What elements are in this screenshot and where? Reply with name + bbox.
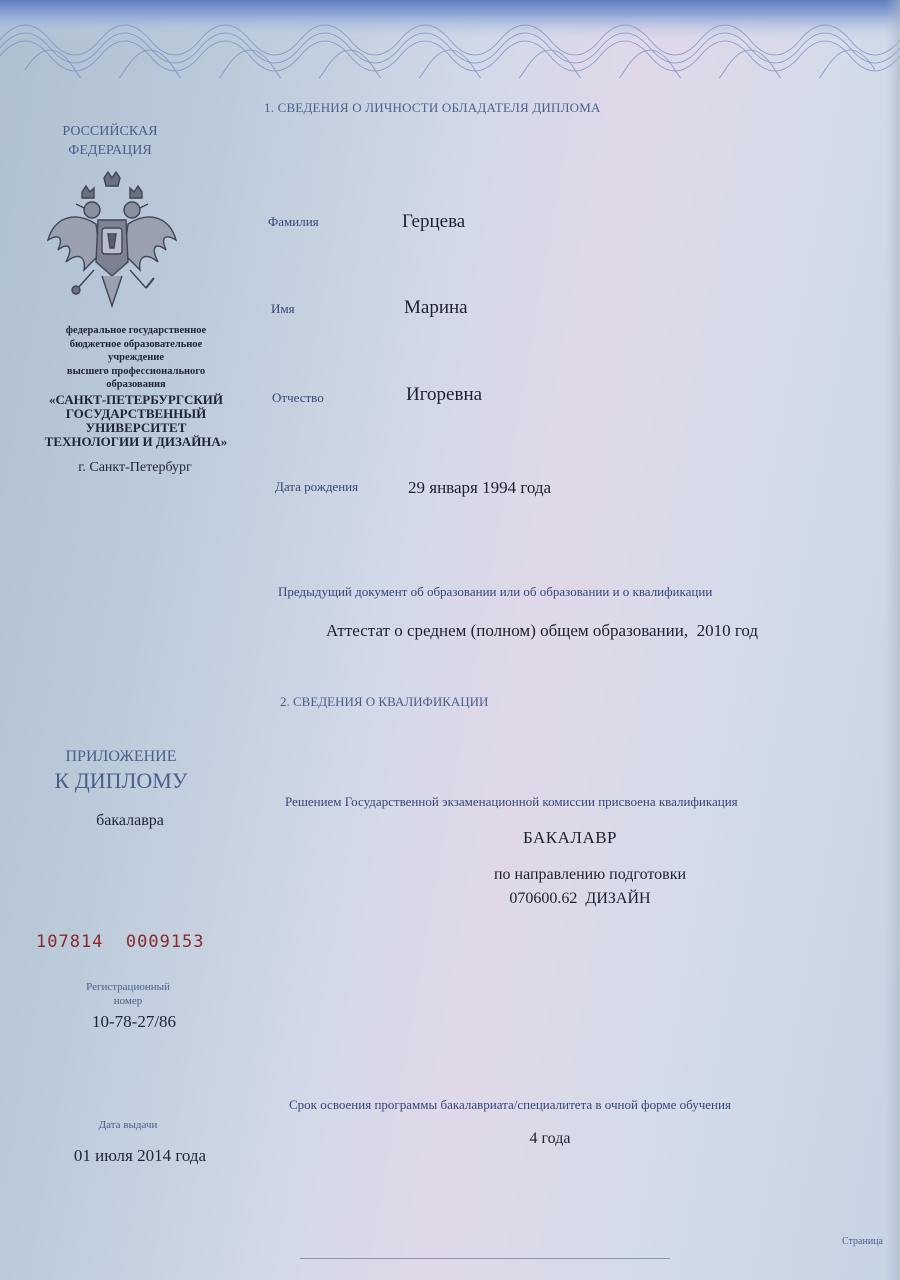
russian-coat-of-arms-icon [44,170,180,314]
issue-date-label: Дата выдачи [98,1119,158,1131]
issue-date-value: 01 июля 2014 года [73,1146,207,1165]
country-line2: ФЕДЕРАЦИЯ [68,143,152,158]
previous-document-label: Предыдущий документ об образовании или об образовании и о квалификации [278,584,713,599]
direction-label: по направлению подготовки [493,866,687,883]
name-label: Имя [271,301,295,316]
bottom-rule [300,1258,670,1259]
institution-line-8: УНИВЕРСИТЕТ [85,420,187,435]
appendix-degree: бакалавра [96,812,164,829]
qualification-value: БАКАЛАВР [522,828,618,847]
page-edge-shadow [886,0,900,1280]
page-edge-label: Страница [842,1236,883,1247]
registration-label-line1: Регистрационный [86,981,170,993]
birth-date-value: 29 января 1994 года [408,478,552,497]
institution-line-4: высшего профессионального [66,365,206,377]
institution-line-6: «САНКТ-ПЕТЕРБУРГСКИЙ [49,392,223,407]
duration-value: 4 года [529,1130,571,1147]
patronymic-value: Игоревна [406,384,483,405]
country-line1: РОССИЙСКАЯ [62,124,158,139]
institution-city: г. Санкт-Петербург [78,460,192,475]
direction-code: 070600.62 ДИЗАЙН [509,890,651,907]
left-column [0,0,250,1280]
section2-heading: 2. СВЕДЕНИЯ О КВАЛИФИКАЦИИ [280,694,489,709]
appendix-title [36,745,206,793]
registration-label-line2: номер [113,995,143,1007]
institution-line-1: федеральное государственное [65,325,207,336]
document-number: 107814 0009153 [36,932,205,952]
institution-line-7: ГОСУДАРСТВЕННЫЙ [65,406,207,421]
institution-title [18,393,254,449]
previous-document-value: Аттестат о среднем (полном) общем образовании, 2010 год [326,621,759,640]
surname-value: Герцева [402,211,466,232]
registration-number: 10-78-27/86 [92,1012,177,1031]
institution-line-9: ТЕХНОЛОГИИ И ДИЗАЙНА» [44,434,228,449]
patronymic-label: Отчество [272,390,324,405]
registration-label [48,980,208,1008]
institution-line-5: образования [106,379,166,390]
birth-date-label: Дата рождения [275,479,359,494]
institution-line-3: учреждение [107,352,165,363]
qualification-decision-label: Решением Государственной экзаменационной комиссии присвоена квалификация [285,794,738,809]
surname-label: Фамилия [268,214,319,229]
institution-line-2: бюджетное образовательное [69,338,203,350]
appendix-line1: ПРИЛОЖЕНИЕ [65,748,177,765]
name-value: Марина [404,297,468,318]
appendix-line2: К ДИПЛОМУ [54,768,188,793]
country-name [40,122,180,160]
section1-heading: 1. СВЕДЕНИЯ О ЛИЧНОСТИ ОБЛАДАТЕЛЯ ДИПЛОМА [264,100,601,115]
institution-name [18,324,254,392]
duration-label: Срок освоения программы бакалавриата/специалитета в очной форме обучения [289,1097,731,1112]
